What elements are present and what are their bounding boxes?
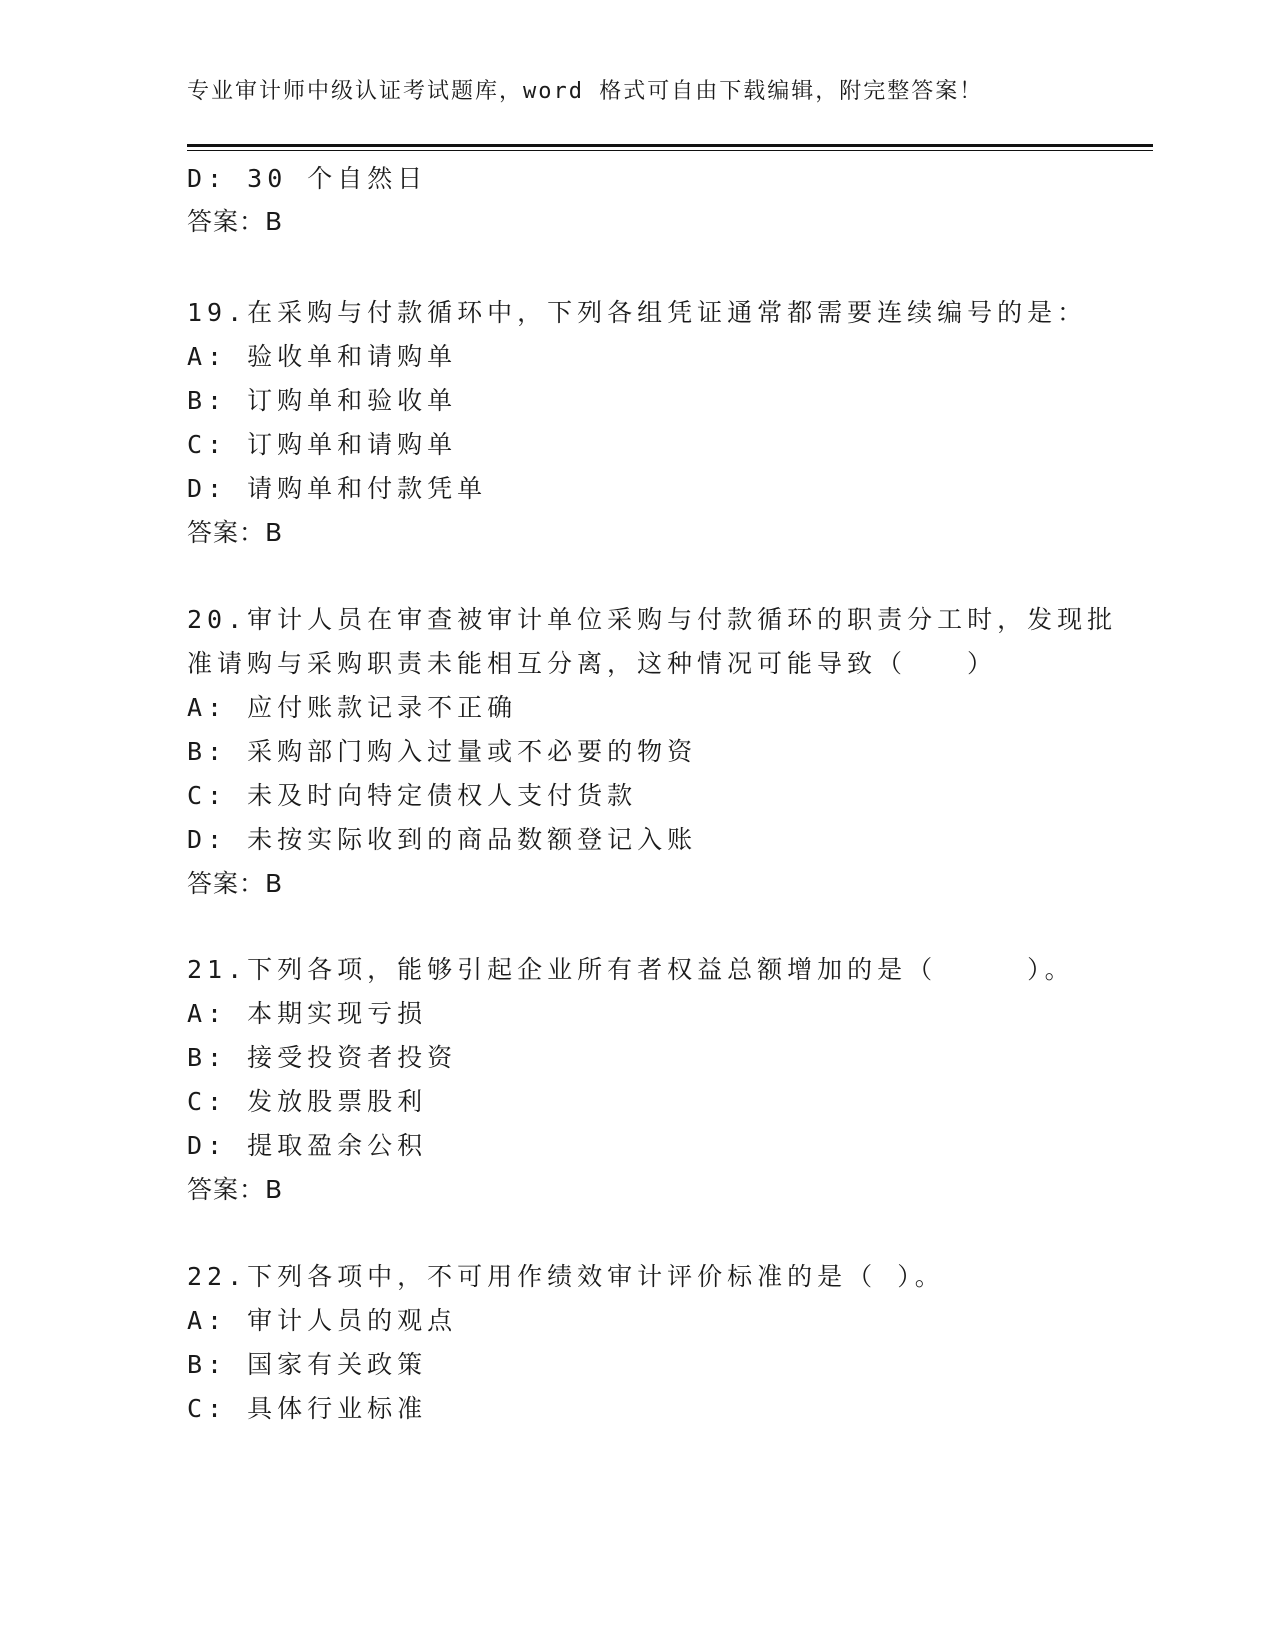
q20-option-b: B: 采购部门购入过量或不必要的物资 [187, 737, 698, 766]
q19-answer: 答案：B [187, 518, 284, 547]
q18-answer: 答案：B [187, 207, 284, 236]
q22-option-a: A: 审计人员的观点 [187, 1306, 458, 1335]
q21-answer: 答案：B [187, 1175, 284, 1204]
q19-question: 19.在采购与付款循环中，下列各组凭证通常都需要连续编号的是： [187, 298, 1088, 327]
q22-option-c: C: 具体行业标准 [187, 1394, 428, 1423]
q19-option-b: B: 订购单和验收单 [187, 386, 458, 415]
q20-question-line-2: 准请购与采购职责未能相互分离，这种情况可能导致（ ） [187, 649, 998, 678]
q22-question: 22.下列各项中，不可用作绩效审计评价标准的是（ ）。 [187, 1262, 945, 1291]
header-title: 专业审计师中级认证考试题库，word 格式可自由下载编辑，附完整答案！ [187, 79, 984, 104]
q20-option-a: A: 应付账款记录不正确 [187, 693, 518, 722]
q21-option-d: D: 提取盈余公积 [187, 1131, 428, 1160]
q21-option-a: A: 本期实现亏损 [187, 999, 428, 1028]
q18-option-d: D: 30 个自然日 [187, 164, 428, 193]
q19-option-c: C: 订购单和请购单 [187, 430, 458, 459]
q19-option-a: A: 验收单和请购单 [187, 342, 458, 371]
q20-option-d: D: 未按实际收到的商品数额登记入账 [187, 825, 698, 854]
q22-option-b: B: 国家有关政策 [187, 1350, 428, 1379]
q21-option-b: B: 接受投资者投资 [187, 1043, 458, 1072]
header-rule-thin [187, 150, 1153, 151]
q21-option-c: C: 发放股票股利 [187, 1087, 428, 1116]
q19-option-d: D: 请购单和付款凭单 [187, 474, 488, 503]
header-rule-thick [187, 144, 1153, 147]
q20-option-c: C: 未及时向特定债权人支付货款 [187, 781, 638, 810]
q20-question-line-1: 20.审计人员在审查被审计单位采购与付款循环的职责分工时，发现批 [187, 605, 1118, 634]
q20-answer: 答案：B [187, 869, 284, 898]
q21-question: 21.下列各项，能够引起企业所有者权益总额增加的是（ ）。 [187, 955, 1075, 984]
